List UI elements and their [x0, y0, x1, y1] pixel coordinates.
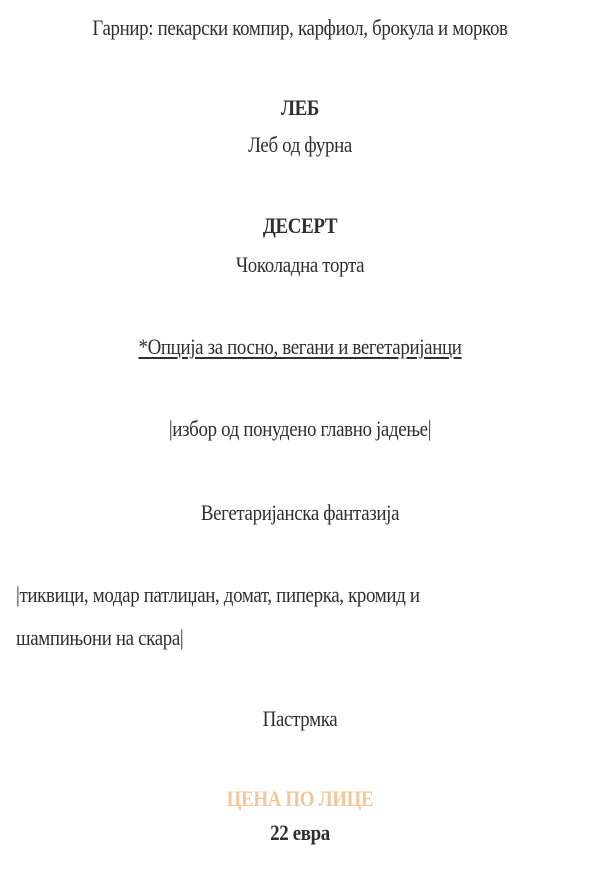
- garnish-text: Гарнир: пекарски компир, карфиол, брокула и морков: [92, 15, 508, 40]
- price-value: 22 евра: [270, 820, 330, 845]
- bread-item: Леб од фурна: [248, 132, 352, 157]
- vegan-option-note: [42, 332, 558, 362]
- bread-heading: ЛЕБ: [280, 95, 320, 120]
- dessert-heading: ДЕСЕРТ: [262, 213, 338, 238]
- vegetarian-description-line-2: шампињони на скара|: [16, 625, 184, 650]
- price-label: ЦЕНА ПО ЛИЦЕ: [226, 786, 374, 811]
- vegetarian-dish: Вегетаријанска фантазија: [200, 500, 400, 525]
- choice-note: |избор од понудено главно јадење|: [168, 416, 432, 441]
- fish-dish: Пастрмка: [262, 706, 338, 731]
- vegan-option-text: *Опција за посно, вегани и вегетаријанци: [138, 334, 462, 359]
- vegetarian-description-line-1: |тиквици, модар патлиџан, домат, пиперка, кромид и: [16, 582, 420, 607]
- dessert-item: Чоколадна торта: [235, 252, 365, 277]
